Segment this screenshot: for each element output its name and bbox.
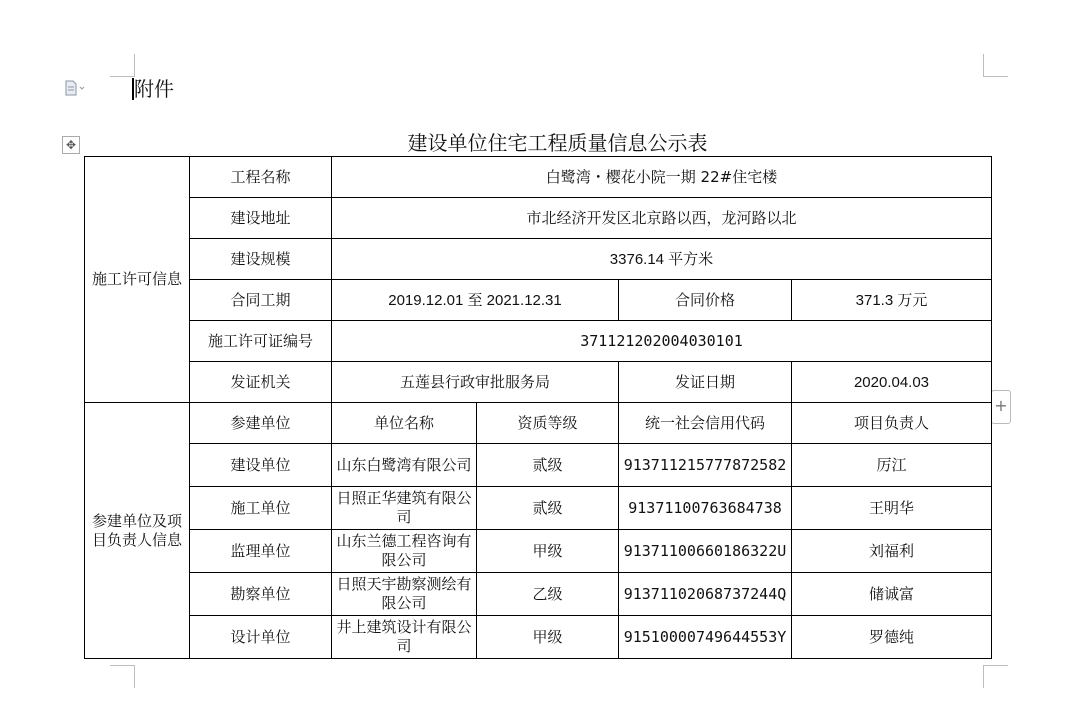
- info-table: [84, 156, 992, 659]
- address-label: 建设地址: [190, 198, 332, 239]
- add-column-icon[interactable]: +: [991, 390, 1011, 424]
- role-cell: 建设单位: [190, 444, 332, 487]
- manager-cell: 厉江: [792, 444, 992, 487]
- issue-date-label: 发证日期: [619, 362, 792, 403]
- page-corner-mark-bottom-right: [983, 665, 1008, 688]
- header-cell: 单位名称: [332, 403, 477, 444]
- role-cell: 设计单位: [190, 616, 332, 659]
- scale-label: 建设规模: [190, 239, 332, 280]
- header-cell: 参建单位: [190, 403, 332, 444]
- credit-code-cell: 91510000749644553Y: [619, 616, 792, 659]
- scale-value: 3376.14 平方米: [332, 239, 992, 280]
- header-cell: 统一社会信用代码: [619, 403, 792, 444]
- company-name-cell: 日照正华建筑有限公司: [332, 487, 477, 530]
- company-name-cell: 井上建筑设计有限公司: [332, 616, 477, 659]
- role-cell: 勘察单位: [190, 573, 332, 616]
- manager-cell: 刘福利: [792, 530, 992, 573]
- period-label: 合同工期: [190, 280, 332, 321]
- page-corner-mark-bottom-left: [110, 665, 135, 688]
- grade-cell: 乙级: [477, 573, 619, 616]
- grade-cell: 甲级: [477, 530, 619, 573]
- table-move-handle-icon[interactable]: ✥: [62, 136, 80, 154]
- table-row: [85, 487, 992, 530]
- project-name-label: 工程名称: [190, 157, 332, 198]
- role-cell: 监理单位: [190, 530, 332, 573]
- issuer-value: 五莲县行政审批服务局: [332, 362, 619, 403]
- table-row: [85, 530, 992, 573]
- role-cell: 施工单位: [190, 487, 332, 530]
- table-row: [85, 444, 992, 487]
- credit-code-cell: 91371100660186322U: [619, 530, 792, 573]
- company-name-cell: 日照天宇勘察测绘有限公司: [332, 573, 477, 616]
- page-corner-mark-top-left: [110, 54, 135, 77]
- manager-cell: 王明华: [792, 487, 992, 530]
- permit-section-label: 施工许可信息: [85, 157, 190, 403]
- project-name-value: 白鹭湾・樱花小院一期 22#住宅楼: [332, 157, 992, 198]
- price-value: 371.3 万元: [792, 280, 992, 321]
- header-cell: 资质等级: [477, 403, 619, 444]
- company-name-cell: 山东兰德工程咨询有限公司: [332, 530, 477, 573]
- company-name-cell: 山东白鹭湾有限公司: [332, 444, 477, 487]
- credit-code-cell: 91371100763684738: [619, 487, 792, 530]
- credit-code-cell: 913711215777872582: [619, 444, 792, 487]
- attachment-label: 附件: [134, 77, 174, 101]
- grade-cell: 甲级: [477, 616, 619, 659]
- issue-date-value: 2020.04.03: [792, 362, 992, 403]
- header-cell: 项目负责人: [792, 403, 992, 444]
- issuer-label: 发证机关: [190, 362, 332, 403]
- page-corner-mark-top-right: [983, 54, 1008, 77]
- document-options-icon[interactable]: [64, 80, 86, 96]
- permit-no-value: 371121202004030101: [332, 321, 992, 362]
- grade-cell: 贰级: [477, 487, 619, 530]
- manager-cell: 储诚富: [792, 573, 992, 616]
- manager-cell: 罗德纯: [792, 616, 992, 659]
- period-value: 2019.12.01 至 2021.12.31: [332, 280, 619, 321]
- address-value: 市北经济开发区北京路以西，龙河路以北: [332, 198, 992, 239]
- table-row: [85, 616, 992, 659]
- grade-cell: 贰级: [477, 444, 619, 487]
- credit-code-cell: 91371102068737244Q: [619, 573, 792, 616]
- document-title: 建设单位住宅工程质量信息公示表: [407, 131, 708, 155]
- participants-section-label: 参建单位及项目负责人信息: [85, 403, 190, 659]
- table-row: [85, 573, 992, 616]
- permit-no-label: 施工许可证编号: [190, 321, 332, 362]
- price-label: 合同价格: [619, 280, 792, 321]
